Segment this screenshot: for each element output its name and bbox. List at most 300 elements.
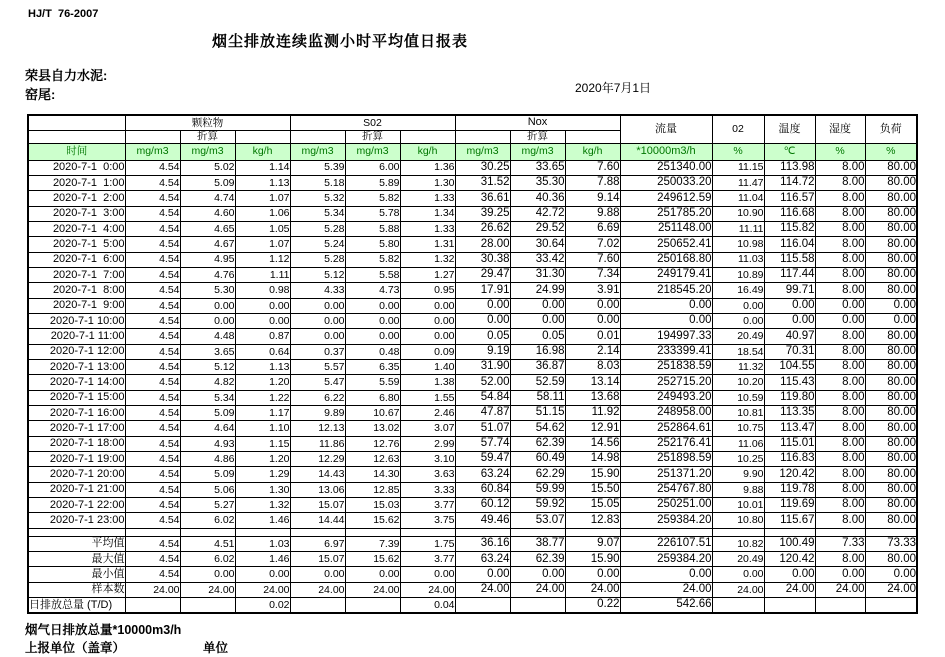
value-cell: 251785.20: [620, 206, 712, 221]
value-cell: 0.00: [565, 313, 620, 328]
value-cell: 0.00: [510, 567, 565, 582]
converted-label: 折算: [180, 130, 235, 143]
converted-label: 折算: [345, 130, 400, 143]
value-cell: [764, 528, 815, 536]
spacer-cell: [235, 130, 290, 143]
value-cell: 4.54: [125, 313, 180, 328]
value-cell: 254767.80: [620, 482, 712, 497]
value-cell: 80.00: [865, 344, 917, 359]
value-cell: 8.00: [815, 375, 865, 390]
value-cell: 116.83: [764, 452, 815, 467]
value-cell: 10.59: [712, 390, 764, 405]
value-cell: 5.18: [290, 175, 345, 190]
spacer-row: [28, 528, 917, 536]
value-cell: 120.42: [764, 552, 815, 567]
value-cell: 0.00: [815, 313, 865, 328]
value-cell: 11.03: [712, 252, 764, 267]
value-cell: [764, 598, 815, 613]
value-cell: 115.82: [764, 221, 815, 236]
value-cell: 1.30: [235, 482, 290, 497]
value-cell: 4.82: [180, 375, 235, 390]
value-cell: 4.54: [125, 160, 180, 175]
value-cell: 3.65: [180, 344, 235, 359]
value-cell: 100.49: [764, 536, 815, 551]
value-cell: 115.01: [764, 436, 815, 451]
value-cell: 24.00: [180, 582, 235, 597]
value-cell: 0.48: [345, 344, 400, 359]
value-cell: 1.33: [400, 191, 455, 206]
value-cell: 226107.51: [620, 536, 712, 551]
location-label: 窑尾:: [25, 87, 56, 102]
value-cell: 80.00: [865, 237, 917, 252]
value-cell: 4.54: [125, 252, 180, 267]
hour-row: [28, 252, 917, 267]
value-cell: 4.95: [180, 252, 235, 267]
value-cell: 9.07: [565, 536, 620, 551]
time-cell: 2020-7-1 7:00: [28, 267, 125, 282]
value-cell: 4.74: [180, 191, 235, 206]
value-cell: 0.00: [400, 329, 455, 344]
value-cell: 10.90: [712, 206, 764, 221]
value-cell: 80.00: [865, 175, 917, 190]
summary-row: [28, 582, 917, 597]
value-cell: 12.63: [345, 452, 400, 467]
value-cell: 11.15: [712, 160, 764, 175]
value-cell: 1.36: [400, 160, 455, 175]
value-cell: 10.01: [712, 498, 764, 513]
value-cell: 0.37: [290, 344, 345, 359]
value-cell: 4.54: [125, 267, 180, 282]
value-cell: 18.54: [712, 344, 764, 359]
value-cell: 63.24: [455, 467, 510, 482]
value-cell: 8.00: [815, 406, 865, 421]
value-cell: 4.54: [125, 567, 180, 582]
value-cell: 1.20: [235, 375, 290, 390]
value-cell: 9.90: [712, 467, 764, 482]
value-cell: 13.06: [290, 482, 345, 497]
value-cell: 80.00: [865, 406, 917, 421]
value-cell: 15.90: [565, 552, 620, 567]
value-cell: 8.00: [815, 175, 865, 190]
col-temperature: 温度: [764, 115, 815, 143]
unit-cell: mg/m3: [290, 143, 345, 160]
value-cell: 1.34: [400, 206, 455, 221]
value-cell: 59.99: [510, 482, 565, 497]
col-flow: 流量: [620, 115, 712, 143]
value-cell: 5.82: [345, 191, 400, 206]
value-cell: 42.72: [510, 206, 565, 221]
value-cell: 0.22: [565, 598, 620, 613]
value-cell: 1.13: [235, 175, 290, 190]
value-cell: 80.00: [865, 252, 917, 267]
value-cell: 80.00: [865, 206, 917, 221]
value-cell: 3.07: [400, 421, 455, 436]
hour-row: [28, 329, 917, 344]
time-cell: 2020-7-1 13:00: [28, 359, 125, 374]
value-cell: 0.00: [764, 313, 815, 328]
value-cell: 49.46: [455, 513, 510, 528]
value-cell: 0.00: [345, 313, 400, 328]
value-cell: 249493.20: [620, 390, 712, 405]
value-cell: 31.90: [455, 359, 510, 374]
hour-row: [28, 175, 917, 190]
group-so2: S02: [290, 115, 455, 130]
value-cell: 4.54: [125, 498, 180, 513]
value-cell: 3.77: [400, 552, 455, 567]
hour-row: [28, 267, 917, 282]
value-cell: 113.35: [764, 406, 815, 421]
value-cell: 4.64: [180, 421, 235, 436]
value-cell: 1.20: [235, 452, 290, 467]
value-cell: [510, 528, 565, 536]
value-cell: 6.35: [345, 359, 400, 374]
value-cell: 0.00: [764, 567, 815, 582]
value-cell: [620, 528, 712, 536]
value-cell: [565, 528, 620, 536]
value-cell: 0.00: [235, 298, 290, 313]
flow-total-note: 烟气日排放总量*10000m3/h: [25, 623, 182, 637]
value-cell: [290, 528, 345, 536]
value-cell: 36.87: [510, 359, 565, 374]
unit-cell: mg/m3: [455, 143, 510, 160]
value-cell: 8.00: [815, 252, 865, 267]
time-cell: 2020-7-1 3:00: [28, 206, 125, 221]
value-cell: 8.00: [815, 237, 865, 252]
value-cell: 0.64: [235, 344, 290, 359]
hour-row: [28, 283, 917, 298]
value-cell: 5.39: [290, 160, 345, 175]
value-cell: 5.34: [290, 206, 345, 221]
value-cell: 5.28: [290, 221, 345, 236]
value-cell: 10.75: [712, 421, 764, 436]
spacer-cell: [28, 528, 125, 536]
value-cell: 251148.00: [620, 221, 712, 236]
value-cell: 5.12: [180, 359, 235, 374]
time-cell: 2020-7-1 10:00: [28, 313, 125, 328]
time-cell: 2020-7-1 17:00: [28, 421, 125, 436]
value-cell: 80.00: [865, 160, 917, 175]
value-cell: 8.00: [815, 329, 865, 344]
value-cell: 80.00: [865, 267, 917, 282]
value-cell: 5.47: [290, 375, 345, 390]
value-cell: 38.77: [510, 536, 565, 551]
spacer-cell: [455, 130, 510, 143]
value-cell: 0.00: [180, 567, 235, 582]
time-cell: 2020-7-1 2:00: [28, 191, 125, 206]
col-o2: 02: [712, 115, 764, 143]
hour-row: [28, 359, 917, 374]
value-cell: 5.24: [290, 237, 345, 252]
value-cell: 0.00: [865, 567, 917, 582]
value-cell: 9.14: [565, 191, 620, 206]
value-cell: 5.57: [290, 359, 345, 374]
value-cell: [455, 598, 510, 613]
value-cell: 1.12: [235, 252, 290, 267]
summary-label: 平均值: [28, 536, 125, 551]
value-cell: 194997.33: [620, 329, 712, 344]
value-cell: 7.02: [565, 237, 620, 252]
value-cell: 0.95: [400, 283, 455, 298]
value-cell: 15.62: [345, 552, 400, 567]
value-cell: 20.49: [712, 552, 764, 567]
value-cell: 0.00: [865, 313, 917, 328]
value-cell: 0.05: [510, 329, 565, 344]
value-cell: 24.00: [235, 582, 290, 597]
value-cell: 4.54: [125, 221, 180, 236]
time-cell: 2020-7-1 22:00: [28, 498, 125, 513]
value-cell: 5.09: [180, 467, 235, 482]
value-cell: 4.54: [125, 329, 180, 344]
value-cell: 4.48: [180, 329, 235, 344]
value-cell: 59.92: [510, 498, 565, 513]
value-cell: 0.00: [345, 567, 400, 582]
value-cell: 1.31: [400, 237, 455, 252]
summary-label: 样本数: [28, 582, 125, 597]
value-cell: [865, 598, 917, 613]
value-cell: 1.32: [235, 498, 290, 513]
value-cell: 4.33: [290, 283, 345, 298]
value-cell: 8.00: [815, 498, 865, 513]
value-cell: 80.00: [865, 375, 917, 390]
value-cell: 3.33: [400, 482, 455, 497]
hour-row: [28, 206, 917, 221]
value-cell: 80.00: [865, 221, 917, 236]
value-cell: 17.91: [455, 283, 510, 298]
value-cell: 24.00: [125, 582, 180, 597]
page-title: 烟尘排放连续监测小时平均值日报表: [212, 33, 469, 50]
value-cell: 1.11: [235, 267, 290, 282]
value-cell: 24.00: [400, 582, 455, 597]
value-cell: 5.32: [290, 191, 345, 206]
value-cell: 15.07: [290, 498, 345, 513]
value-cell: 251340.00: [620, 160, 712, 175]
time-cell: 2020-7-1 6:00: [28, 252, 125, 267]
value-cell: 13.68: [565, 390, 620, 405]
table-header: [28, 115, 917, 160]
value-cell: 0.00: [565, 567, 620, 582]
value-cell: 5.58: [345, 267, 400, 282]
value-cell: 0.02: [235, 598, 290, 613]
value-cell: 542.66: [620, 598, 712, 613]
value-cell: 0.00: [620, 567, 712, 582]
value-cell: 1.75: [400, 536, 455, 551]
value-cell: 3.10: [400, 452, 455, 467]
value-cell: 15.03: [345, 498, 400, 513]
value-cell: 7.34: [565, 267, 620, 282]
value-cell: 5.02: [180, 160, 235, 175]
value-cell: 4.54: [125, 390, 180, 405]
value-cell: 4.60: [180, 206, 235, 221]
value-cell: 24.00: [620, 582, 712, 597]
value-cell: 80.00: [865, 421, 917, 436]
value-cell: 53.07: [510, 513, 565, 528]
hour-row: [28, 221, 917, 236]
unit-cell: mg/m3: [345, 143, 400, 160]
value-cell: 218545.20: [620, 283, 712, 298]
value-cell: 31.30: [510, 267, 565, 282]
value-cell: 24.00: [815, 582, 865, 597]
value-cell: 33.42: [510, 252, 565, 267]
value-cell: 7.88: [565, 175, 620, 190]
value-cell: 114.72: [764, 175, 815, 190]
value-cell: 251838.59: [620, 359, 712, 374]
col-load: 负荷: [865, 115, 917, 143]
time-cell: 2020-7-1 9:00: [28, 298, 125, 313]
value-cell: 119.78: [764, 482, 815, 497]
value-cell: 73.33: [865, 536, 917, 551]
value-cell: 5.28: [290, 252, 345, 267]
value-cell: 250033.20: [620, 175, 712, 190]
group-nox: Nox: [455, 115, 620, 130]
value-cell: 4.76: [180, 267, 235, 282]
value-cell: 0.04: [400, 598, 455, 613]
value-cell: 252715.20: [620, 375, 712, 390]
value-cell: 4.86: [180, 452, 235, 467]
value-cell: 251371.20: [620, 467, 712, 482]
value-cell: 8.00: [815, 452, 865, 467]
value-cell: 62.39: [510, 552, 565, 567]
value-cell: 1.22: [235, 390, 290, 405]
value-cell: [180, 528, 235, 536]
value-cell: 252864.61: [620, 421, 712, 436]
value-cell: 10.20: [712, 375, 764, 390]
value-cell: 1.27: [400, 267, 455, 282]
hour-row: [28, 160, 917, 175]
value-cell: 4.65: [180, 221, 235, 236]
value-cell: 0.00: [235, 313, 290, 328]
time-cell: 2020-7-1 1:00: [28, 175, 125, 190]
value-cell: 58.11: [510, 390, 565, 405]
value-cell: 62.29: [510, 467, 565, 482]
value-cell: 0.00: [180, 313, 235, 328]
value-cell: 33.65: [510, 160, 565, 175]
value-cell: 0.00: [565, 298, 620, 313]
value-cell: 10.81: [712, 406, 764, 421]
value-cell: 8.00: [815, 467, 865, 482]
value-cell: 15.07: [290, 552, 345, 567]
value-cell: 8.00: [815, 267, 865, 282]
value-cell: 0.87: [235, 329, 290, 344]
time-cell: 2020-7-1 11:00: [28, 329, 125, 344]
unit-cell: ℃: [764, 143, 815, 160]
value-cell: 0.09: [400, 344, 455, 359]
value-cell: 80.00: [865, 191, 917, 206]
value-cell: 0.00: [290, 567, 345, 582]
hour-row: [28, 298, 917, 313]
value-cell: 8.00: [815, 221, 865, 236]
value-cell: 13.14: [565, 375, 620, 390]
value-cell: 4.93: [180, 436, 235, 451]
value-cell: [345, 528, 400, 536]
time-header-spacer: [28, 115, 125, 130]
value-cell: 24.00: [290, 582, 345, 597]
value-cell: 4.54: [125, 536, 180, 551]
value-cell: 0.00: [865, 298, 917, 313]
unit-cell: %: [815, 143, 865, 160]
value-cell: 2.46: [400, 406, 455, 421]
value-cell: 1.06: [235, 206, 290, 221]
value-cell: 0.00: [400, 313, 455, 328]
summary-row: [28, 567, 917, 582]
value-cell: 47.87: [455, 406, 510, 421]
value-cell: 15.50: [565, 482, 620, 497]
value-cell: [815, 528, 865, 536]
time-label: 时间: [28, 143, 125, 160]
value-cell: 8.00: [815, 160, 865, 175]
value-cell: 12.85: [345, 482, 400, 497]
hour-row: [28, 513, 917, 528]
value-cell: 70.31: [764, 344, 815, 359]
summary-label: 最大值: [28, 552, 125, 567]
value-cell: 5.30: [180, 283, 235, 298]
value-cell: 4.54: [125, 206, 180, 221]
hour-row: [28, 344, 917, 359]
time-cell: 2020-7-1 0:00: [28, 160, 125, 175]
value-cell: 6.02: [180, 513, 235, 528]
value-cell: 0.00: [712, 298, 764, 313]
value-cell: 1.14: [235, 160, 290, 175]
value-cell: 16.98: [510, 344, 565, 359]
value-cell: 0.00: [815, 298, 865, 313]
value-cell: 30.64: [510, 237, 565, 252]
time-cell: 2020-7-1 15:00: [28, 390, 125, 405]
value-cell: 10.98: [712, 237, 764, 252]
value-cell: 7.60: [565, 160, 620, 175]
hour-row: [28, 191, 917, 206]
value-cell: 0.05: [455, 329, 510, 344]
value-cell: 14.56: [565, 436, 620, 451]
value-cell: 24.99: [510, 283, 565, 298]
value-cell: 14.44: [290, 513, 345, 528]
hour-row: [28, 436, 917, 451]
value-cell: 1.46: [235, 552, 290, 567]
value-cell: 31.52: [455, 175, 510, 190]
value-cell: 250251.00: [620, 498, 712, 513]
value-cell: 1.17: [235, 406, 290, 421]
value-cell: 5.88: [345, 221, 400, 236]
value-cell: 1.03: [235, 536, 290, 551]
value-cell: 1.46: [235, 513, 290, 528]
value-cell: 15.90: [565, 467, 620, 482]
value-cell: 60.84: [455, 482, 510, 497]
group-particulate: 颗粒物: [125, 115, 290, 130]
value-cell: 40.36: [510, 191, 565, 206]
value-cell: 51.15: [510, 406, 565, 421]
value-cell: 120.42: [764, 467, 815, 482]
value-cell: 0.00: [455, 567, 510, 582]
value-cell: 0.00: [455, 298, 510, 313]
value-cell: 9.89: [290, 406, 345, 421]
unit-label: 单位: [203, 641, 229, 655]
summary-row: [28, 536, 917, 551]
value-cell: [865, 528, 917, 536]
value-cell: 3.75: [400, 513, 455, 528]
value-cell: 1.30: [400, 175, 455, 190]
value-cell: [712, 598, 764, 613]
company-label: 荣县自力水泥:: [25, 68, 108, 83]
value-cell: 12.29: [290, 452, 345, 467]
value-cell: 13.02: [345, 421, 400, 436]
value-cell: 116.57: [764, 191, 815, 206]
hour-row: [28, 375, 917, 390]
value-cell: 0.00: [290, 329, 345, 344]
value-cell: 249179.41: [620, 267, 712, 282]
value-cell: 1.32: [400, 252, 455, 267]
value-cell: 250168.80: [620, 252, 712, 267]
unit-cell: mg/m3: [180, 143, 235, 160]
value-cell: 8.00: [815, 283, 865, 298]
value-cell: 10.67: [345, 406, 400, 421]
